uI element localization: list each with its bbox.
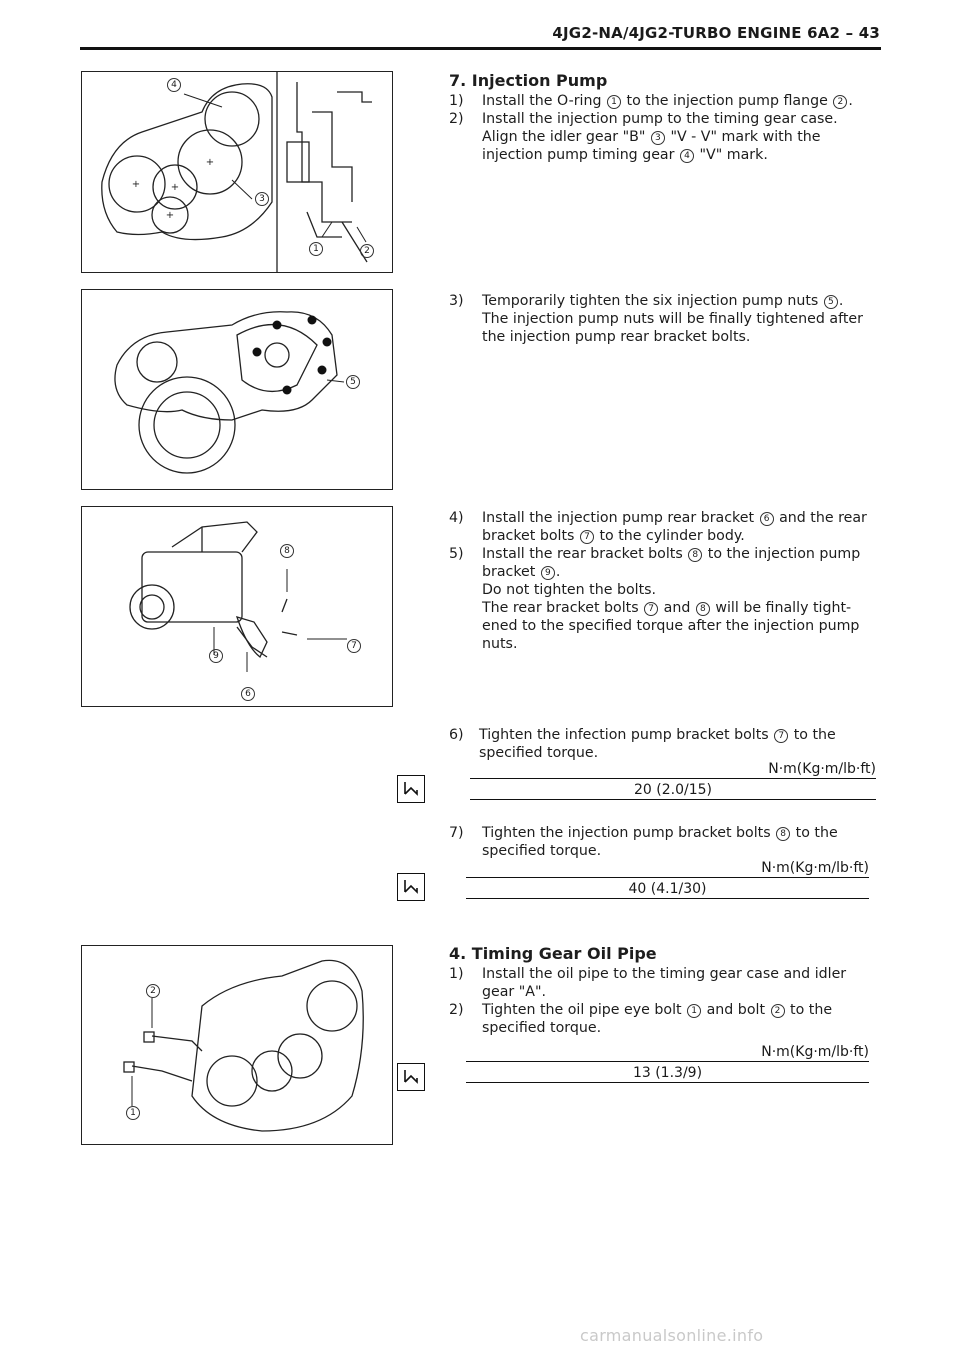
torque-wrench-icon-3	[397, 1063, 425, 1091]
step-5-text-d: .	[555, 564, 561, 580]
circled-9: 9	[541, 566, 555, 580]
torque-table-1	[470, 760, 876, 800]
step-3-text-c: The injection pump nuts will be finally tightened after	[482, 311, 863, 327]
step-4-text-a: Install the injection pump rear bracket	[482, 510, 755, 526]
step-6-num: 6)	[449, 727, 464, 743]
step-4-body	[482, 509, 889, 545]
circled-oil-1: 1	[687, 1004, 701, 1018]
figure-3-drawing	[82, 507, 392, 706]
figure-injection-pump-nuts	[81, 289, 393, 490]
oil-step-2-num: 2)	[449, 1002, 464, 1018]
step-1-text-c: .	[848, 93, 853, 109]
step-2	[449, 110, 889, 164]
step-1	[449, 92, 889, 110]
oil-step-1	[449, 965, 889, 1001]
step-6	[449, 726, 889, 762]
svg-text:+: +	[165, 210, 175, 221]
step-4-text-b: and the rear	[779, 510, 867, 526]
torque-wrench-glyph-3	[398, 1064, 424, 1090]
step-6-text-b: to the	[793, 727, 836, 743]
torque-value-1: 20 (2.0/15)	[634, 782, 712, 798]
circled-7c: 7	[774, 729, 788, 743]
torque-wrench-icon-2	[397, 873, 425, 901]
step-5-text-a: Install the rear bracket bolts	[482, 546, 683, 562]
callout-8: 8	[280, 544, 294, 558]
step-2-text-a: Install the injection pump to the timing gear case.	[482, 111, 838, 127]
step-4	[449, 509, 889, 545]
torque-table-3	[466, 1043, 869, 1083]
step-7-text-a: Tighten the injection pump bracket bolts	[482, 825, 771, 841]
callout-6: 6	[241, 687, 255, 701]
figure-rear-bracket	[81, 506, 393, 707]
callout-2: 2	[360, 244, 374, 258]
circled-7b: 7	[644, 602, 658, 616]
step-3	[449, 292, 889, 346]
step-4-5-block	[449, 509, 889, 653]
section-7-title: 7. Injection Pump	[449, 71, 608, 90]
step-2-text-b: Align the idler gear "B"	[482, 129, 646, 145]
circled-6: 6	[760, 512, 774, 526]
figure-injection-pump-gears	[81, 71, 393, 273]
callout-5: 5	[346, 375, 360, 389]
torque-line-bottom-1	[470, 799, 876, 800]
oil-step-2-text-d: specified torque.	[482, 1020, 602, 1036]
torque-units-2: N·m(Kg·m/lb·ft)	[761, 860, 869, 876]
section-7-block	[449, 72, 889, 164]
step-7-text-b: to the	[795, 825, 838, 841]
step-7-body	[482, 824, 889, 860]
step-4-text-d: to the cylinder body.	[599, 528, 745, 544]
svg-text:+: +	[170, 182, 180, 193]
svg-text:+: +	[205, 157, 215, 168]
step-5-text-e: Do not tighten the bolts.	[482, 582, 657, 598]
header-rule	[80, 47, 881, 50]
oil-step-1-text-b: gear "A".	[482, 984, 547, 1000]
step-3-text-a: Temporarily tighten the six injection pump nuts	[482, 293, 819, 309]
callout-1: 1	[309, 242, 323, 256]
torque-line-bottom-2	[466, 898, 869, 899]
step-7-num: 7)	[449, 825, 464, 841]
circled-8b: 8	[696, 602, 710, 616]
oil-step-2-body	[482, 1001, 889, 1037]
callout-7: 7	[347, 639, 361, 653]
figure-2-drawing	[82, 290, 392, 489]
footer-watermark: carmanualsonline.info	[580, 1326, 764, 1345]
step-5-num: 5)	[449, 546, 464, 562]
oil-step-2-text-b: and bolt	[706, 1002, 766, 1018]
torque-units-3: N·m(Kg·m/lb·ft)	[761, 1044, 869, 1060]
step-1-body	[482, 92, 889, 110]
step-2-text-c: "V - V" mark with the	[670, 129, 821, 145]
step-5-text-f: The rear bracket bolts	[482, 600, 639, 616]
callout-4: 4	[167, 78, 181, 92]
section-4-title: 4. Timing Gear Oil Pipe	[449, 944, 657, 963]
callout-3: 3	[255, 192, 269, 206]
torque-wrench-icon-1	[397, 775, 425, 803]
step-7-text-c: specified torque.	[482, 843, 602, 859]
circled-8: 8	[688, 548, 702, 562]
step-2-text-e: "V" mark.	[699, 147, 768, 163]
step-2-num: 2)	[449, 111, 464, 127]
step-6-block	[449, 726, 889, 762]
step-5	[449, 545, 889, 653]
circled-1: 1	[607, 95, 621, 109]
torque-units-1: N·m(Kg·m/lb·ft)	[768, 761, 876, 777]
step-5-text-j: nuts.	[482, 636, 518, 652]
step-4-text-c: bracket bolts	[482, 528, 575, 544]
step-7-block	[449, 824, 889, 860]
step-3-block	[449, 292, 889, 346]
step-3-text-d: the injection pump rear bracket bolts.	[482, 329, 751, 345]
torque-value-2: 40 (4.1/30)	[628, 881, 707, 897]
oil-step-2-text-a: Tighten the oil pipe eye bolt	[482, 1002, 682, 1018]
step-6-text-a: Tighten the infection pump bracket bolts	[479, 727, 769, 743]
circled-5: 5	[824, 295, 838, 309]
callout-2: 2	[146, 984, 160, 998]
svg-text:+: +	[131, 179, 141, 190]
circled-3: 3	[651, 131, 665, 145]
step-4-num: 4)	[449, 510, 464, 526]
circled-2: 2	[833, 95, 847, 109]
section-4-block	[449, 945, 889, 1037]
step-5-text-i: ened to the specified torque after the injection pump	[482, 618, 860, 634]
step-6-text-c: specified torque.	[479, 745, 599, 761]
oil-step-1-body	[482, 965, 889, 1001]
step-2-text-d: injection pump timing gear	[482, 147, 675, 163]
circled-7: 7	[580, 530, 594, 544]
step-5-text-h: will be finally tight-	[715, 600, 852, 616]
figure-1-drawing	[82, 72, 392, 272]
step-3-body	[482, 292, 889, 346]
step-5-text-b: to the injection pump	[707, 546, 861, 562]
step-1-text-a: Install the O-ring	[482, 93, 602, 109]
step-6-body	[479, 726, 889, 762]
step-5-text-g: and	[663, 600, 691, 616]
step-2-body	[482, 110, 889, 164]
circled-oil-2: 2	[771, 1004, 785, 1018]
figure-oil-pipe	[81, 945, 393, 1145]
oil-step-2	[449, 1001, 889, 1037]
oil-step-2-text-c: to the	[790, 1002, 833, 1018]
callout-9: 9	[209, 649, 223, 663]
torque-table-2	[466, 859, 869, 899]
circled-4: 4	[680, 149, 694, 163]
circled-8c: 8	[776, 827, 790, 841]
oil-step-1-num: 1)	[449, 966, 464, 982]
step-3-text-b: .	[838, 293, 844, 309]
torque-value-3: 13 (1.3/9)	[632, 1065, 703, 1081]
step-1-text-b: to the injection pump flange	[626, 93, 828, 109]
step-5-text-c: bracket	[482, 564, 536, 580]
torque-wrench-glyph-1	[398, 776, 424, 802]
page-header: 4JG2-NA/4JG2-TURBO ENGINE 6A2 – 43	[552, 24, 880, 42]
callout-1: 1	[126, 1106, 140, 1120]
oil-step-1-text-a: Install the oil pipe to the timing gear case and idler	[482, 966, 847, 982]
step-7	[449, 824, 889, 860]
step-3-num: 3)	[449, 293, 464, 309]
step-5-body	[482, 545, 889, 653]
step-1-num: 1)	[449, 93, 464, 109]
torque-wrench-glyph-2	[398, 874, 424, 900]
torque-line-bottom-3	[466, 1082, 869, 1083]
